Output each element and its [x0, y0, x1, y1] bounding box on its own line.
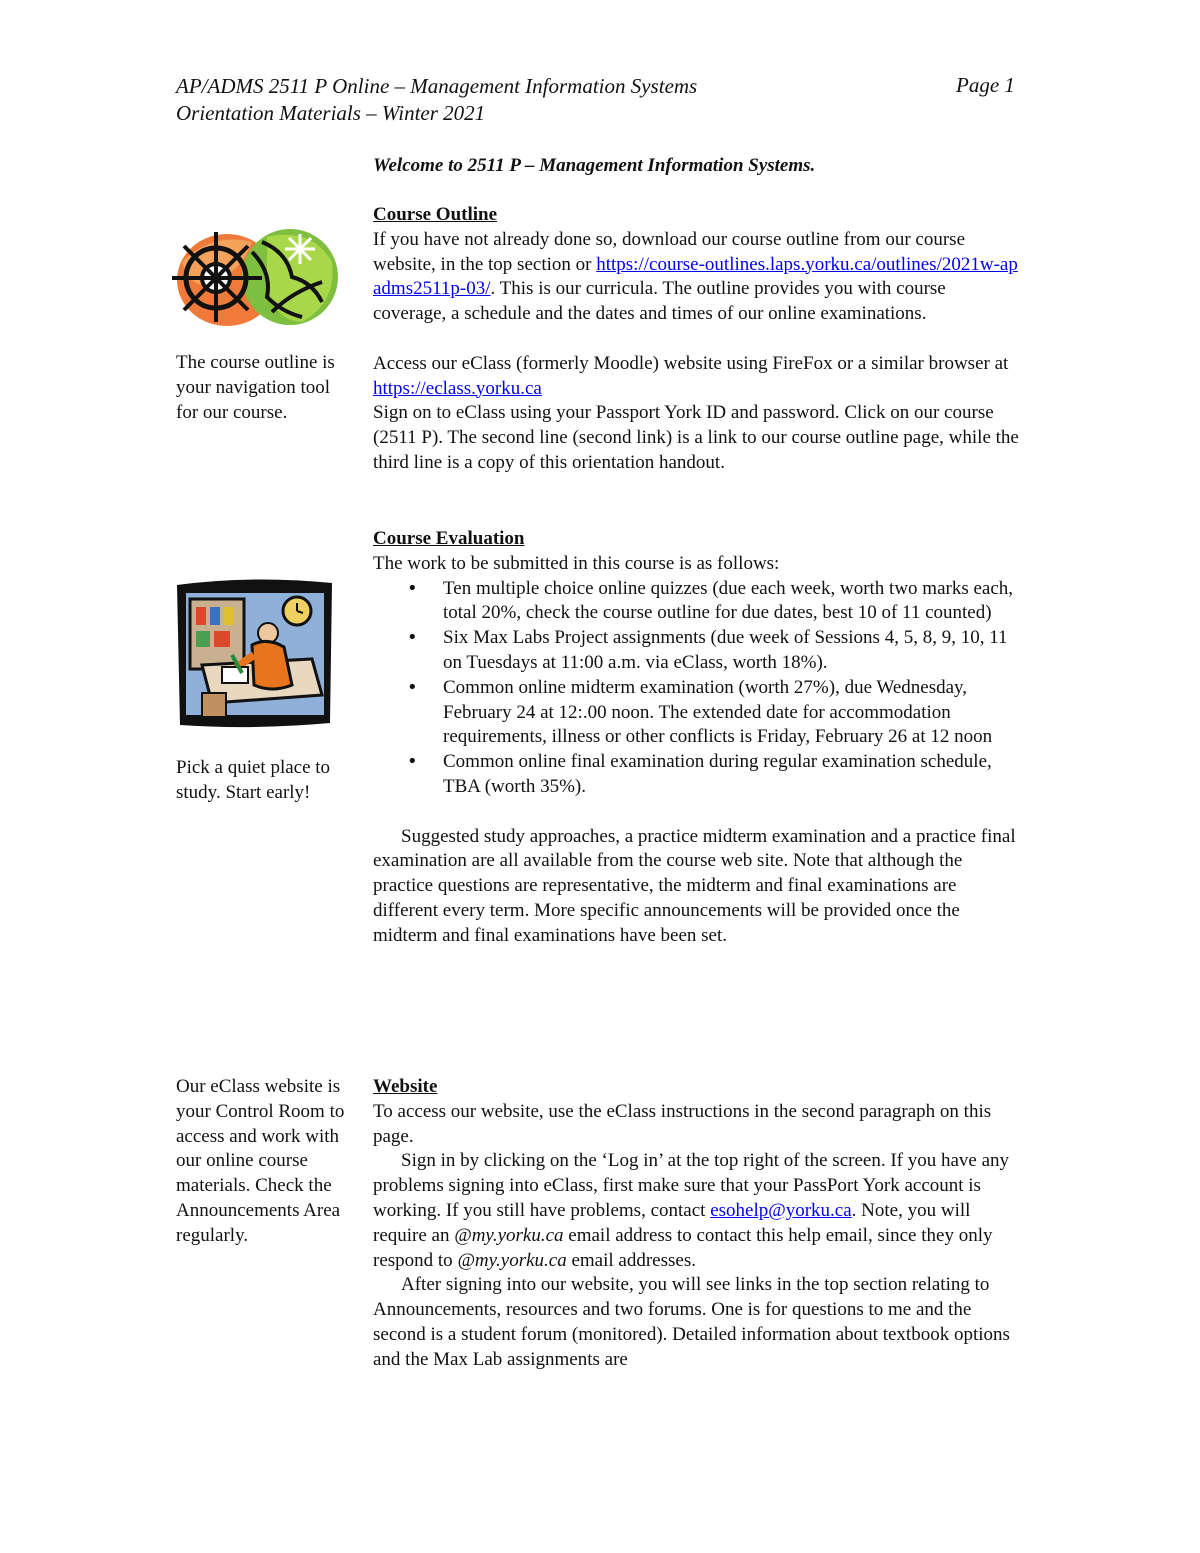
header-subtitle: Orientation Materials – Winter 2021: [176, 101, 486, 125]
outline-text-before: If you have not already done so, download our course outline from our course website, in the top section or: [373, 228, 965, 275]
eclass-link[interactable]: https://eclass.yorku.ca: [373, 377, 542, 399]
course-outline-paragraph: [373, 228, 1023, 327]
sidebar-note-outline: The course outline is your navigation tool for our course.: [176, 352, 335, 423]
website-heading: Website: [373, 1076, 438, 1097]
study-approaches-paragraph: Suggested study approaches, a practice midterm examination and a practice final examination are all available from the course web site. Note that although the practice questions are representative, the midterm and final examinations are different every term. More specific announcements will be provided once the midterm and final examinations have been set.: [373, 825, 1016, 946]
studying-person-clipart-icon: [172, 575, 337, 730]
esohelp-email-link[interactable]: esohelp@yorku.ca: [710, 1199, 852, 1221]
sign-in-text-2: . Note, you will require an: [373, 1199, 971, 1246]
email-domain-2: @my.yorku.ca: [457, 1249, 567, 1271]
website-section: [373, 1075, 1023, 1373]
email-domain-1: @my.yorku.ca: [454, 1224, 564, 1246]
evaluation-list: [373, 577, 1023, 800]
after-signing-paragraph: After signing into our website, you will see links in the top section relating to Announcements, resources and two forums. One is for questions to me and the second is a student forum (monitored). Detailed information about textbook options and the Max Lab assignments are: [373, 1274, 1010, 1370]
sign-in-text: Sign in by clicking on the ‘Log in’ at the top right of the screen. If you have any problems signing into eClass, first make sure that your PassPort York account is working. If you still have problems, contact: [373, 1150, 1010, 1221]
course-outline-link[interactable]: https://course-outlines.laps.yorku.ca/outlines/2021w-apadms2511p-03/: [373, 253, 1018, 300]
welcome-line: Welcome to 2511 P – Management Information Systems.: [373, 155, 816, 176]
sidebar-note-study: Pick a quiet place to study. Start early!: [176, 757, 331, 803]
outline-text-after: . This is our curricula. The outline provides you with course coverage, a schedule and the dates and times of our online examinations.: [373, 278, 946, 325]
map-clipart-icon: [172, 222, 342, 332]
sign-in-paragraph: [373, 1149, 1023, 1273]
sign-in-text-4: email addresses.: [566, 1249, 696, 1271]
website-access-paragraph: To access our website, use the eClass instructions in the second paragraph on this page.: [373, 1100, 992, 1147]
course-evaluation-section: [373, 527, 1023, 949]
course-evaluation-heading: Course Evaluation: [373, 528, 525, 549]
course-outline-section: [373, 203, 1023, 476]
evaluation-item: • Six Max Labs Project assignments (due week of Sessions 4, 5, 8, 9, 10, 11 on Tuesdays at 11:00 a.m. via eClass, worth 18%).: [373, 626, 1023, 676]
header-course-title: AP/ADMS 2511 P Online – Management Information Systems: [176, 74, 698, 98]
course-outline-heading: Course Outline: [373, 204, 498, 225]
evaluation-intro: The work to be submitted in this course is as follows:: [373, 552, 780, 574]
sign-on-paragraph: Sign on to eClass using your Passport York ID and password. Click on our course (2511 P). The second line (second link) is a link to our course outline page, while the third line is a copy of this orientation handout.: [373, 402, 1019, 473]
page-number: Page 1: [956, 73, 1015, 97]
evaluation-item: • Ten multiple choice online quizzes (due each week, worth two marks each, total 20%, check the course outline for due dates, best 10 of 11 counted): [373, 577, 1023, 627]
eclass-access-text: Access our eClass (formerly Moodle) website using FireFox or a similar browser at: [373, 352, 1009, 374]
sign-in-text-3: email address to contact this help email, since they only respond to: [373, 1224, 993, 1271]
evaluation-item: • Common online final examination during regular examination schedule, TBA (worth 35%).: [373, 750, 1023, 800]
evaluation-item: • Common online midterm examination (worth 27%), due Wednesday, February 24 at 12:.00 noon. The extended date for accommodation requirements, illness or other conflicts is Friday, February 26 at 12 noon: [373, 676, 1023, 750]
sidebar-note-website: Our eClass website is your Control Room to access and work with our online course materials. Check the Announcements Area regularly.: [176, 1076, 345, 1246]
eclass-access-paragraph: [373, 352, 1023, 402]
